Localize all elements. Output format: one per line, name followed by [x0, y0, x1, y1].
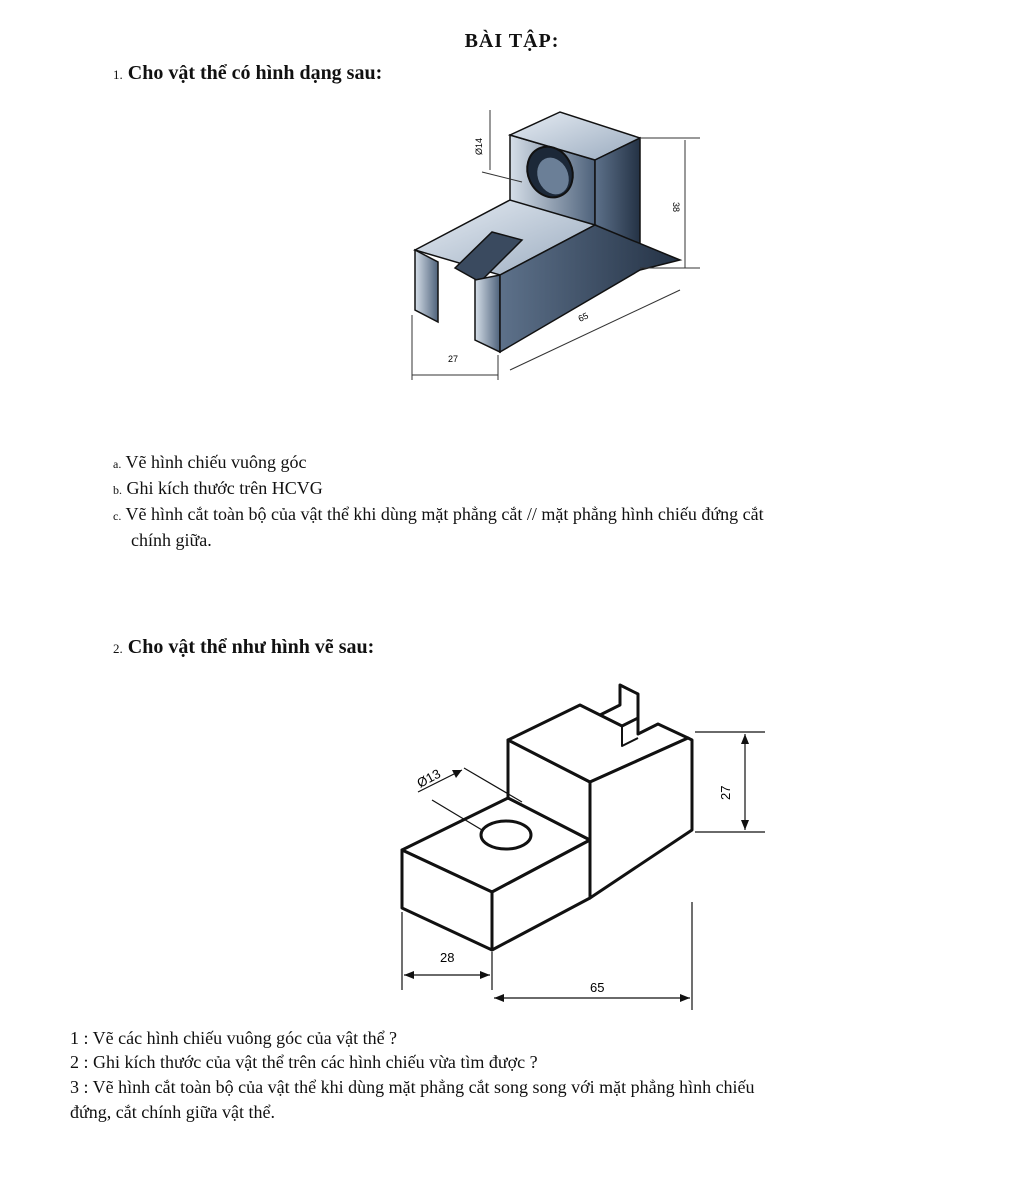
ex1-item-b-text: Ghi kích thước trên HCVG	[126, 478, 323, 498]
ex1-dim-hole: Ø14	[474, 137, 484, 155]
ex1-item-c-cont: chính giữa.	[131, 530, 212, 550]
ex1-item-c	[113, 504, 764, 525]
ex2-task-1: 1 : Vẽ các hình chiếu vuông góc của vật thể ?	[70, 1028, 398, 1048]
ex2-heading-text: Cho vật thể như hình vẽ sau:	[127, 636, 375, 658]
ex2-dim-width: 28	[440, 950, 455, 965]
ex1-isometric-drawing	[400, 100, 720, 400]
ex1-item-c-marker: c.	[113, 509, 122, 523]
ex2-heading	[113, 636, 374, 659]
ex1-dim-width: 27	[448, 354, 459, 364]
ex1-item-c-text: Vẽ hình cắt toàn bộ của vật thể khi dùng mặt phẳng cắt // mặt phẳng hình chiếu đứng cắt	[125, 504, 764, 524]
ex2-dim-hole: Ø13	[414, 765, 444, 791]
page-title: BÀI TẬP:	[464, 30, 560, 52]
ex2-dim-length: 65	[590, 980, 605, 995]
ex2-task-2: 2 : Ghi kích thước của vật thể trên các hình chiếu vừa tìm được ?	[70, 1052, 538, 1072]
ex1-item-a	[113, 452, 306, 473]
ex2-task-3: 3 : Vẽ hình cắt toàn bộ của vật thể khi dùng mặt phẳng cắt song song với mặt phẳng hình chiếu	[70, 1077, 755, 1097]
ex1-heading-text: Cho vật thể có hình dạng sau:	[127, 62, 383, 84]
ex1-number: 1.	[113, 67, 123, 82]
ex1-item-a-marker: a.	[113, 457, 122, 471]
ex1-prong-right	[475, 275, 500, 352]
ex2-isometric-drawing	[390, 670, 780, 1020]
ex1-dim-height: 38	[671, 202, 681, 213]
ex1-heading	[113, 62, 382, 85]
ex2-task-3-cont: đứng, cắt chính giữa vật thể.	[70, 1102, 275, 1122]
ex2-dim-height: 27	[718, 785, 733, 800]
ex1-prong-left	[415, 250, 438, 322]
ex1-item-b-marker: b.	[113, 483, 122, 497]
ex1-dim-length: 65	[576, 310, 590, 324]
ex2-hole	[481, 821, 531, 849]
ex1-item-b	[113, 478, 323, 499]
ex2-number: 2.	[113, 641, 123, 656]
ex1-item-a-text: Vẽ hình chiếu vuông góc	[125, 452, 307, 472]
